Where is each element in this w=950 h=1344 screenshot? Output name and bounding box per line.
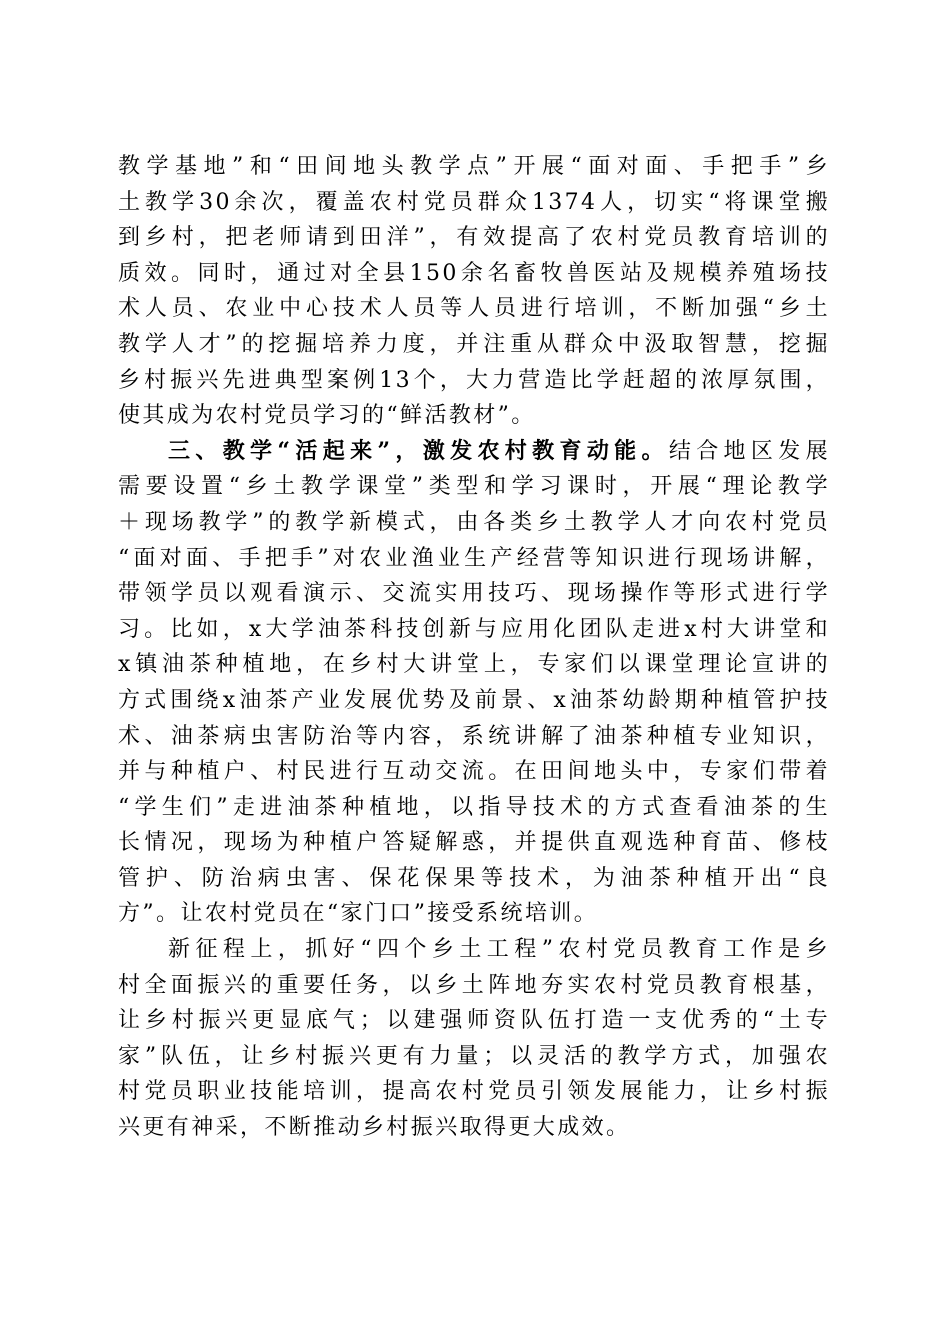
paragraph-3-line-4: 家”队伍，让乡村振兴更有力量；以灵活的教学方式，加强农 (118, 1043, 830, 1069)
paragraph-2-line-8: 方式围绕x油茶产业发展优势及前景、x油茶幼龄期种植管护技 (118, 687, 830, 713)
paragraph-3 (118, 932, 830, 1146)
document-body (118, 149, 830, 1146)
paragraph-1-line-8: 使其成为农村党员学习的“鲜活教材”。 (118, 403, 536, 429)
paragraph-2-line-10: 并与种植户、村民进行互动交流。在田间地头中，专家们带着 (118, 759, 830, 785)
paragraph-2-line-13: 管护、防治病虫害、保花保果等技术，为油茶种植开出“良 (118, 865, 830, 891)
paragraph-2-line-14: 方”。让农村党员在“家门口”接受系统培训。 (118, 901, 599, 927)
paragraph-1-line-3: 到乡村，把老师请到田洋”，有效提高了农村党员教育培训的 (118, 225, 830, 251)
paragraph-2 (118, 434, 830, 932)
paragraph-3-line-2: 村全面振兴的重要任务，以乡土阵地夯实农村党员教育根基， (118, 972, 830, 998)
paragraph-1-line-6: 教学人才”的挖掘培养力度，并注重从群众中汲取智慧，挖掘 (118, 331, 830, 357)
paragraph-1 (118, 149, 830, 434)
paragraph-3-line-6: 兴更有神采，不断推动乡村振兴取得更大成效。 (118, 1115, 631, 1141)
paragraph-3-line-1: 新征程上，抓好“四个乡土工程”农村党员教育工作是乡 (168, 937, 830, 963)
paragraph-3-line-5: 村党员职业技能培训，提高农村党员引领发展能力，让乡村振 (118, 1079, 830, 1105)
paragraph-2-line-2: 需要设置“乡土教学课堂”类型和学习课时，开展“理论教学 (118, 474, 830, 500)
section-heading: 三、教学“活起来”，激发农村教育动能。 (168, 437, 669, 464)
paragraph-2-line-11: “学生们”走进油茶种植地，以指导技术的方式查看油茶的生 (118, 794, 830, 820)
paragraph-1-line-7: 乡村振兴先进典型案例13个，大力营造比学赶超的浓厚氛围， (118, 367, 830, 393)
paragraph-2-line-1-text: 结合地区发展 (668, 438, 830, 464)
paragraph-2-line-4: “面对面、手把手”对农业渔业生产经营等知识进行现场讲解， (118, 545, 830, 571)
paragraph-3-line-3: 让乡村振兴更显底气；以建强师资队伍打造一支优秀的“土专 (118, 1008, 830, 1034)
paragraph-1-line-1: 教学基地”和“田间地头教学点”开展“面对面、手把手”乡 (118, 154, 830, 179)
paragraph-2-line-3: ＋现场教学”的教学新模式，由各类乡土教学人才向农村党员 (118, 509, 830, 535)
paragraph-1-line-4: 质效。同时，通过对全县150余名畜牧兽医站及规模养殖场技 (118, 260, 830, 286)
paragraph-2-line-7: x镇油茶种植地，在乡村大讲堂上，专家们以课堂理论宣讲的 (118, 652, 830, 678)
paragraph-2-line-5: 带领学员以观看演示、交流实用技巧、现场操作等形式进行学 (118, 581, 830, 607)
paragraph-2-line-9: 术、油茶病虫害防治等内容，系统讲解了油茶种植专业知识， (118, 723, 830, 749)
paragraph-2-line-1 (118, 434, 830, 470)
paragraph-1-line-5: 术人员、农业中心技术人员等人员进行培训，不断加强“乡土 (118, 296, 830, 322)
paragraph-1-line-2: 土教学30余次，覆盖农村党员群众1374人，切实“将课堂搬 (118, 189, 830, 215)
paragraph-2-line-12: 长情况，现场为种植户答疑解惑，并提供直观选种育苗、修枝 (118, 830, 830, 856)
paragraph-2-line-6: 习。比如，x大学油茶科技创新与应用化团队走进x村大讲堂和 (118, 616, 830, 642)
